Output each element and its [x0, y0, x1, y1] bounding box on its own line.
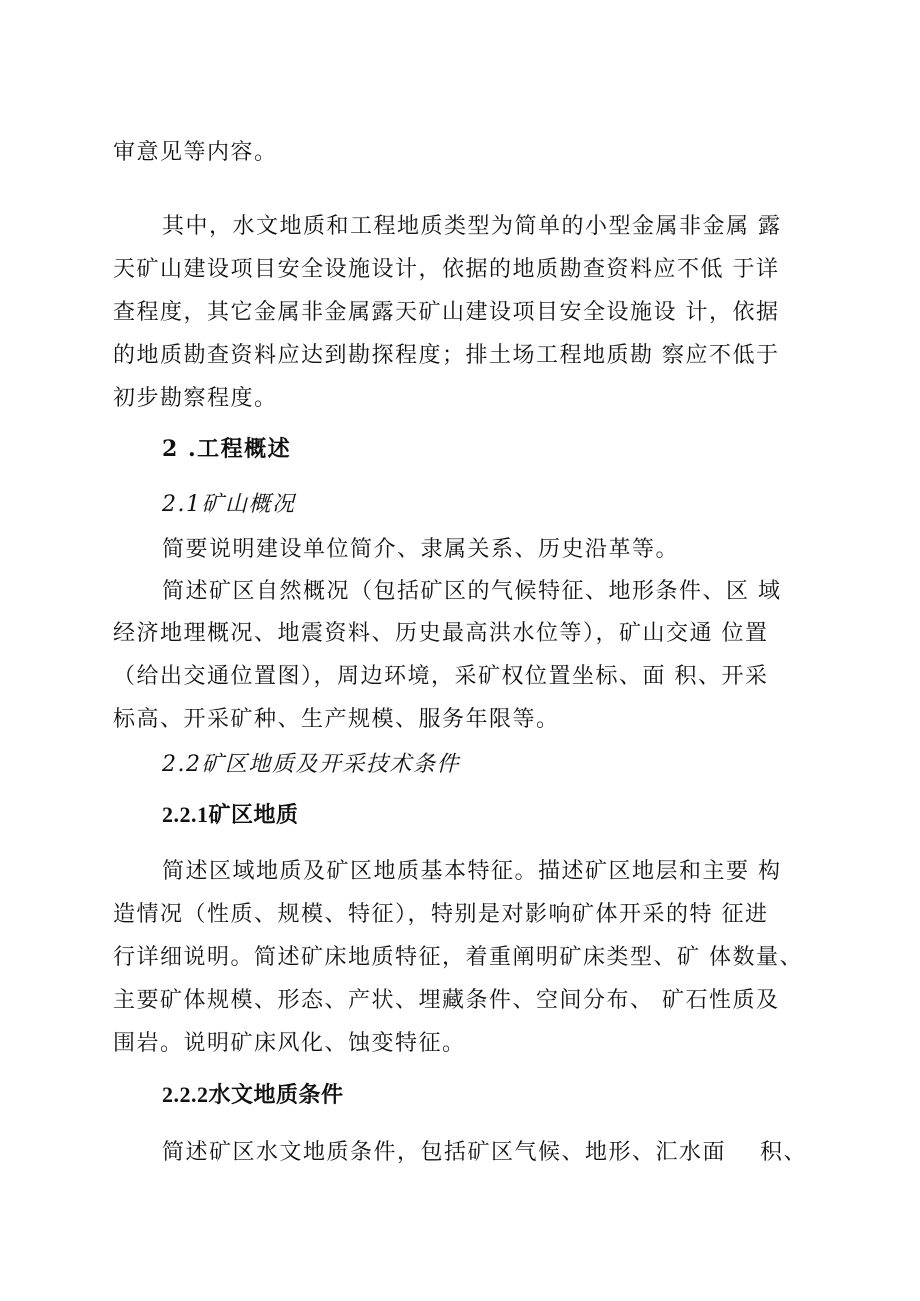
paragraph-line: 简述矿区水文地质条件，包括矿区气候、地形、汇水面 积、: [162, 1140, 807, 1165]
subsection-heading: 2.2矿区地质及开采技术条件: [162, 752, 460, 777]
subsection-heading: 2.1矿山概况: [162, 492, 296, 517]
paragraph-line: 简要说明建设单位简介、隶属关系、历史沿革等。: [162, 537, 680, 562]
paragraph-line: 经济地理概况、地震资料、历史最高洪水位等），矿山交通 位置: [113, 621, 769, 646]
paragraph-line: 行详细说明。简述矿床地质特征，着重阐明矿床类型、矿 体数量、: [113, 945, 803, 970]
paragraph-line: 天矿山建设项目安全设施设计，依据的地质勘查资料应不低 于详: [113, 257, 780, 282]
paragraph-line: 的地质勘查资料应达到勘探程度；排土场工程地质勘 察应不低于: [113, 343, 780, 368]
paragraph-line: 其中，水文地质和工程地质类型为简单的小型金属非金属 露: [162, 214, 782, 239]
paragraph-line: 造情况（性质、规模、特征），特别是对影响矿体开采的特 征进: [113, 902, 769, 927]
paragraph-line: 简述矿区自然概况（包括矿区的气候特征、地形条件、区 域: [162, 579, 782, 604]
paragraph-line: 围岩。说明矿床风化、蚀变特征。: [113, 1031, 466, 1056]
paragraph-line: （给出交通位置图），周边环境，采矿权位置坐标、面 积、开采: [113, 664, 769, 689]
paragraph-line: 审意见等内容。: [113, 140, 278, 165]
paragraph-line: 简述区域地质及矿区地质基本特征。描述矿区地层和主要 构: [162, 859, 782, 884]
section-heading: 2 .工程概述: [162, 436, 292, 462]
paragraph-line: 初步勘察程度。: [113, 386, 278, 411]
paragraph-line: 标高、开采矿种、生产规模、服务年限等。: [113, 707, 560, 732]
subsubsection-heading: 2.2.1矿区地质: [162, 802, 299, 827]
paragraph-line: 主要矿体规模、形态、产状、埋藏条件、空间分布、 矿石性质及: [113, 988, 780, 1013]
paragraph-line: 查程度，其它金属非金属露天矿山建设项目安全设施设 计，依据: [113, 300, 780, 325]
subsubsection-heading: 2.2.2水文地质条件: [162, 1082, 344, 1107]
